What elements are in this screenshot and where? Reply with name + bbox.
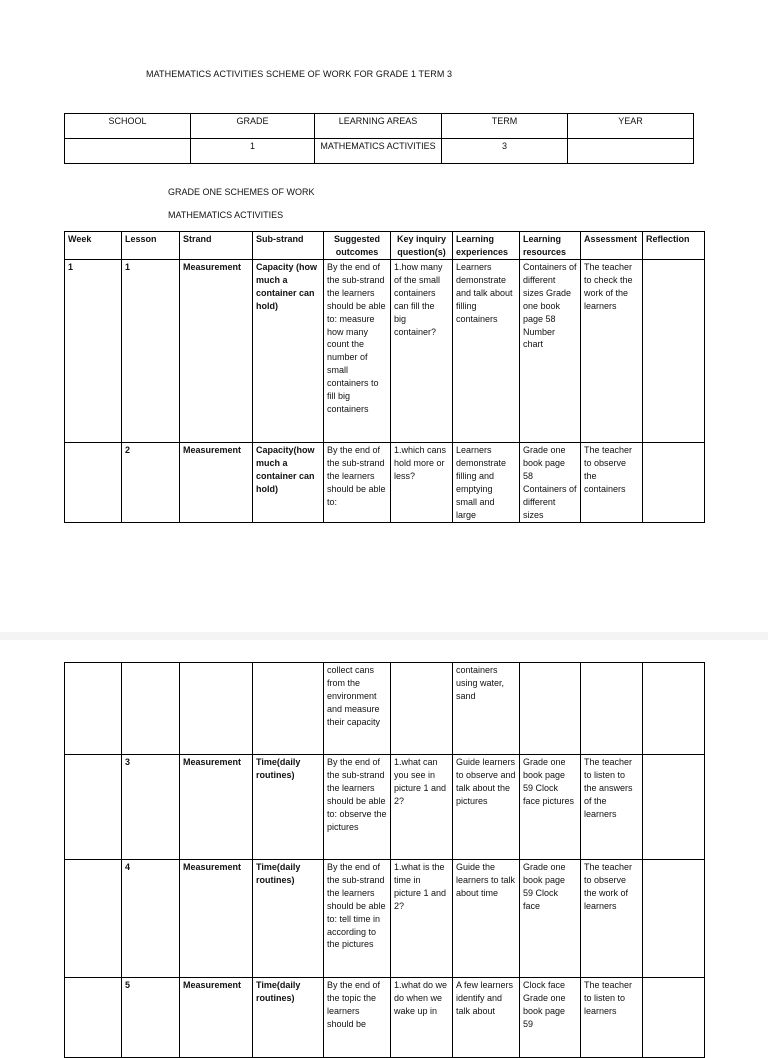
col-assessment: Assessment xyxy=(581,232,643,260)
substrand-cell: Time(daily routines) xyxy=(253,755,324,860)
table-row xyxy=(65,260,705,443)
experiences-cell: Guide learners to observe and talk about the pictures xyxy=(453,755,520,860)
week-cell xyxy=(65,663,122,755)
lesson-cell: 1 xyxy=(122,260,180,443)
year-header: YEAR xyxy=(568,114,694,139)
assessment-cell: The teacher to observe the containers xyxy=(581,443,643,523)
resources-cell: Grade one book page 58 Containers of different sizes xyxy=(520,443,581,523)
col-week: Week xyxy=(65,232,122,260)
strand-cell: Measurement xyxy=(180,443,253,523)
strand-cell: Measurement xyxy=(180,260,253,443)
grade-header: GRADE xyxy=(191,114,315,139)
reflection-cell xyxy=(643,860,705,978)
resources-cell: Clock face Grade one book page 59 xyxy=(520,978,581,1058)
strand-cell xyxy=(180,663,253,755)
school-value xyxy=(65,139,191,164)
reflection-cell xyxy=(643,978,705,1058)
outcomes-cell: By the end of the sub-strand the learners should be able to: tell time in according to the pictures xyxy=(324,860,391,978)
strand-cell: Measurement xyxy=(180,860,253,978)
experiences-cell: containers using water, sand xyxy=(453,663,520,755)
learning-areas-value: MATHEMATICS ACTIVITIES xyxy=(315,139,442,164)
term-header: TERM xyxy=(442,114,568,139)
reflection-cell xyxy=(643,663,705,755)
strand-cell: Measurement xyxy=(180,978,253,1058)
lesson-cell: 2 xyxy=(122,443,180,523)
resources-cell xyxy=(520,663,581,755)
lesson-cell xyxy=(122,663,180,755)
week-cell xyxy=(65,860,122,978)
grade-value: 1 xyxy=(191,139,315,164)
inquiry-cell: 1.what is the time in picture 1 and 2? xyxy=(391,860,453,978)
page-separator xyxy=(0,632,768,640)
lesson-cell: 3 xyxy=(122,755,180,860)
week-cell xyxy=(65,755,122,860)
col-experiences: Learning experiences xyxy=(453,232,520,260)
document-page-2 xyxy=(0,640,768,1029)
outcomes-cell: By the end of the topic the learners should be xyxy=(324,978,391,1058)
assessment-cell xyxy=(581,663,643,755)
table-row xyxy=(65,663,705,755)
school-header: SCHOOL xyxy=(65,114,191,139)
col-substrand: Sub-strand xyxy=(253,232,324,260)
reflection-cell xyxy=(643,755,705,860)
reflection-cell xyxy=(643,260,705,443)
document-title: MATHEMATICS ACTIVITIES SCHEME OF WORK FOR GRADE 1 TERM 3 xyxy=(146,69,453,79)
assessment-cell: The teacher to observe the work of learners xyxy=(581,860,643,978)
outcomes-cell: By the end of the sub-strand the learners should be able to: xyxy=(324,443,391,523)
reflection-cell xyxy=(643,443,705,523)
inquiry-cell: 1.what do we do when we wake up in xyxy=(391,978,453,1058)
col-outcomes: Suggested outcomes xyxy=(324,232,391,260)
column-header-row xyxy=(65,232,705,260)
year-value xyxy=(568,139,694,164)
col-reflection: Reflection xyxy=(643,232,705,260)
substrand-cell: Capacity(how much a container can hold) xyxy=(253,443,324,523)
substrand-cell xyxy=(253,663,324,755)
subheading-grade-one: GRADE ONE SCHEMES OF WORK xyxy=(168,187,315,197)
experiences-cell: Guide the learners to talk about time xyxy=(453,860,520,978)
subheading-math-activities: MATHEMATICS ACTIVITIES xyxy=(168,210,284,220)
table-row xyxy=(65,860,705,978)
table-row xyxy=(65,978,705,1058)
resources-cell: Grade one book page 59 Clock face xyxy=(520,860,581,978)
week-cell xyxy=(65,978,122,1058)
learning-areas-header: LEARNING AREAS xyxy=(315,114,442,139)
assessment-cell: The teacher to check the work of the learners xyxy=(581,260,643,443)
experiences-cell: Learners demonstrate and talk about filling containers xyxy=(453,260,520,443)
scheme-table-page-2 xyxy=(64,662,705,1058)
table-row xyxy=(65,755,705,860)
col-strand: Strand xyxy=(180,232,253,260)
outcomes-cell: collect cans from the environment and measure their capacity xyxy=(324,663,391,755)
week-cell xyxy=(65,443,122,523)
inquiry-cell: 1.what can you see in picture 1 and 2? xyxy=(391,755,453,860)
school-info-table xyxy=(64,113,694,164)
resources-cell: Containers of different sizes Grade one book page 58 Number chart xyxy=(520,260,581,443)
table-row xyxy=(65,443,705,523)
school-info-value-row xyxy=(65,139,694,164)
lesson-cell: 4 xyxy=(122,860,180,978)
lesson-cell: 5 xyxy=(122,978,180,1058)
term-value: 3 xyxy=(442,139,568,164)
col-inquiry: Key inquiry question(s) xyxy=(391,232,453,260)
resources-cell: Grade one book page 59 Clock face pictures xyxy=(520,755,581,860)
outcomes-cell: By the end of the sub-strand the learners should be able to: measure how many count the number of small containers to fill big containers xyxy=(324,260,391,443)
scheme-table-page-1 xyxy=(64,231,705,523)
col-resources: Learning resources xyxy=(520,232,581,260)
experiences-cell: Learners demonstrate filling and emptying small and large xyxy=(453,443,520,523)
inquiry-cell xyxy=(391,663,453,755)
col-lesson: Lesson xyxy=(122,232,180,260)
experiences-cell: A few learners identify and talk about xyxy=(453,978,520,1058)
inquiry-cell: 1.how many of the small containers can fill the big container? xyxy=(391,260,453,443)
outcomes-cell: By the end of the sub-strand the learners should be able to: observe the pictures xyxy=(324,755,391,860)
substrand-cell: Capacity (how much a container can hold) xyxy=(253,260,324,443)
strand-cell: Measurement xyxy=(180,755,253,860)
assessment-cell: The teacher to listen to learners xyxy=(581,978,643,1058)
substrand-cell: Time(daily routines) xyxy=(253,978,324,1058)
substrand-cell: Time(daily routines) xyxy=(253,860,324,978)
week-cell: 1 xyxy=(65,260,122,443)
inquiry-cell: 1.which cans hold more or less? xyxy=(391,443,453,523)
school-info-header-row xyxy=(65,114,694,139)
assessment-cell: The teacher to listen to the answers of the learners xyxy=(581,755,643,860)
